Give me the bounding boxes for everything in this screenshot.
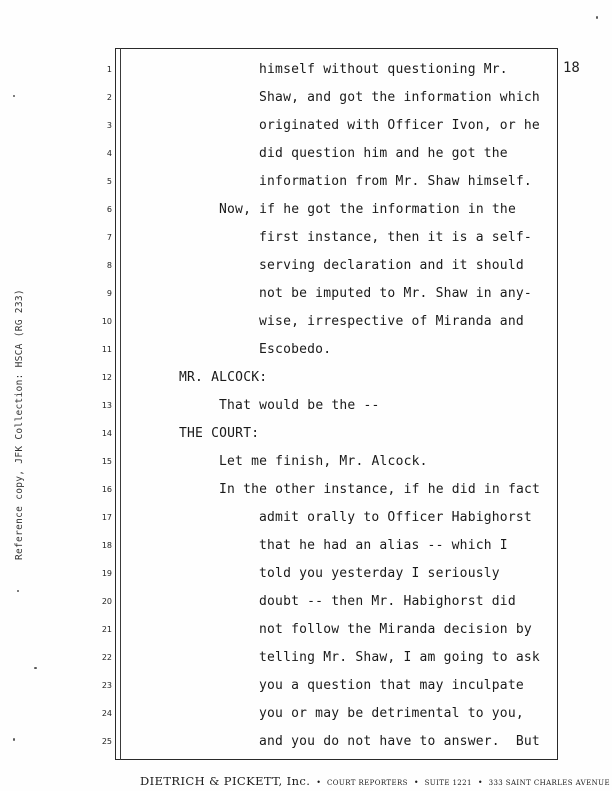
transcript-line: you or may be detrimental to you,: [259, 706, 524, 721]
firm-name: DIETRICH & PICKETT, Inc.: [140, 774, 311, 788]
line-number: 4: [106, 149, 112, 158]
transcript-line: not be imputed to Mr. Shaw in any-: [259, 286, 532, 301]
transcript-line: serving declaration and it should: [259, 258, 524, 273]
transcript-line: admit orally to Officer Habighorst: [259, 510, 532, 525]
footer-separator: •: [413, 778, 419, 787]
line-number: 14: [101, 429, 112, 438]
line-number: 24: [101, 709, 112, 718]
transcript-line: that he had an alias -- which I: [259, 538, 508, 553]
page-number: 18: [563, 60, 580, 76]
line-number: 5: [106, 177, 112, 186]
line-number: 15: [101, 457, 112, 466]
transcript-line: first instance, then it is a self-: [259, 230, 532, 245]
footer-separator: •: [477, 778, 483, 787]
line-number: 8: [106, 261, 112, 270]
speaker-label: MR. ALCOCK:: [179, 370, 268, 385]
scan-speck: [17, 590, 19, 592]
line-number: 25: [101, 737, 112, 746]
transcript-line: you a question that may inculpate: [259, 678, 524, 693]
transcript-line: That would be the --: [219, 398, 380, 413]
scan-speck: [596, 16, 598, 19]
transcript-line: Escobedo.: [259, 342, 332, 357]
footer-address: 333 SAINT CHARLES AVENUE: [488, 779, 610, 787]
transcript-line: and you do not have to answer. But: [259, 734, 540, 749]
reporter-footer: [140, 770, 610, 789]
line-number: 2: [106, 93, 112, 102]
left-margin-rule: [120, 48, 121, 760]
line-number: 19: [101, 569, 112, 578]
transcript-line: himself without questioning Mr.: [259, 62, 508, 77]
line-number: 13: [101, 401, 112, 410]
line-number: 11: [101, 345, 112, 354]
line-number: 17: [101, 513, 112, 522]
transcript-line: not follow the Miranda decision by: [259, 622, 532, 637]
footer-separator: •: [316, 778, 322, 787]
speaker-label: THE COURT:: [179, 426, 260, 441]
transcript-line: told you yesterday I seriously: [259, 566, 500, 581]
line-number: 21: [101, 625, 112, 634]
line-number: 10: [101, 317, 112, 326]
transcript-line: In the other instance, if he did in fact: [219, 482, 541, 497]
transcript-line: wise, irrespective of Miranda and: [259, 314, 524, 329]
line-number: 16: [101, 485, 112, 494]
transcript-line: Shaw, and got the information which: [259, 90, 540, 105]
transcript-line: telling Mr. Shaw, I am going to ask: [259, 650, 540, 665]
transcript-line: originated with Officer Ivon, or he: [259, 118, 540, 133]
line-number: 9: [106, 289, 112, 298]
line-number: 3: [106, 121, 112, 130]
transcript-line: Now, if he got the information in the: [219, 202, 516, 217]
transcript-line: Let me finish, Mr. Alcock.: [219, 454, 428, 469]
scan-speck: [13, 95, 15, 97]
line-number: 1: [106, 65, 112, 74]
footer-suite: SUITE 1221: [424, 779, 472, 787]
transcript-line: doubt -- then Mr. Habighorst did: [259, 594, 516, 609]
scan-speck: [13, 738, 15, 741]
footer-role: COURT REPORTERS: [327, 779, 408, 787]
line-number: 18: [101, 541, 112, 550]
line-number: 20: [101, 597, 112, 606]
line-number: 12: [101, 373, 112, 382]
archive-reference-stamp: Reference copy, JFK Collection: HSCA (RG 233): [14, 289, 25, 560]
scan-speck: [34, 667, 37, 669]
line-number: 7: [106, 233, 112, 242]
transcript-line: did question him and he got the: [259, 146, 508, 161]
line-number: 22: [101, 653, 112, 662]
line-number: 23: [101, 681, 112, 690]
transcript-line: information from Mr. Shaw himself.: [259, 174, 532, 189]
line-number: 6: [106, 205, 112, 214]
